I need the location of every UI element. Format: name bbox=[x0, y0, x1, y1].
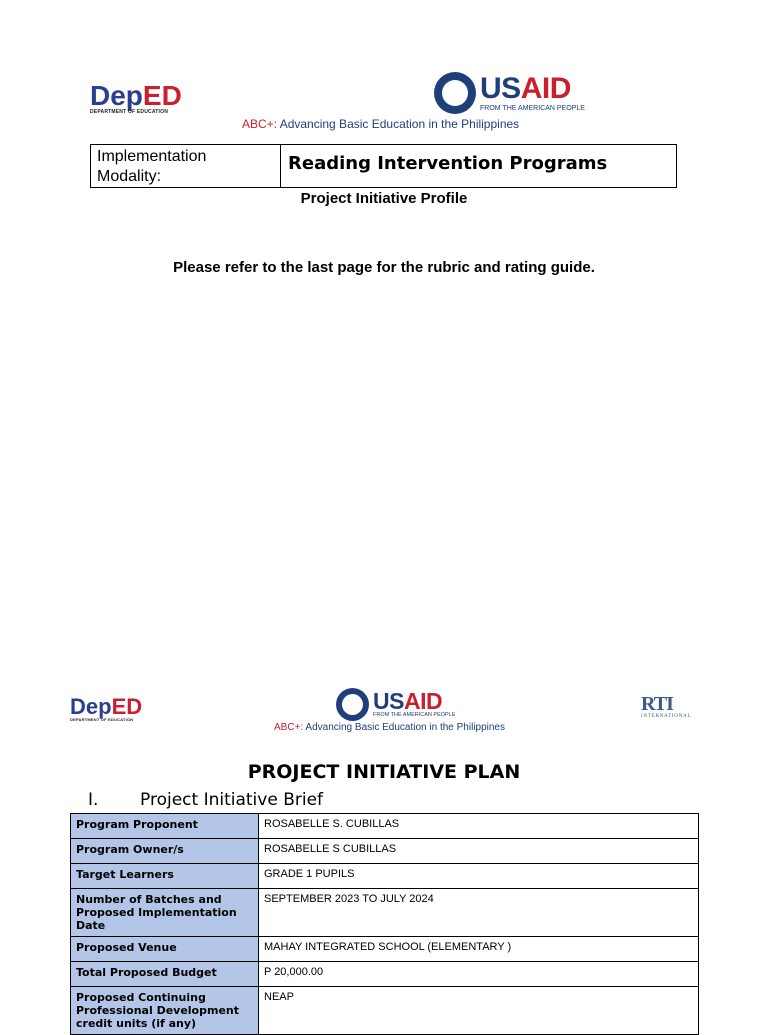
row-label: Program Owner/s bbox=[71, 839, 259, 864]
table-row bbox=[71, 889, 699, 937]
section-title: Project Initiative Brief bbox=[140, 790, 324, 810]
usaid-seal-icon-2 bbox=[336, 688, 369, 721]
usaid-logo-2 bbox=[336, 688, 455, 721]
modality-value: Reading Intervention Programs bbox=[288, 153, 608, 174]
usaid-tagline: FROM THE AMERICAN PEOPLE bbox=[480, 105, 585, 112]
table-row bbox=[71, 987, 699, 1035]
table-row bbox=[71, 937, 699, 962]
row-value: GRADE 1 PUPILS bbox=[259, 864, 699, 889]
deped-logo-text-ed: ED bbox=[142, 80, 182, 111]
table-row bbox=[71, 864, 699, 889]
usaid-seal-icon bbox=[434, 72, 476, 114]
plan-title: PROJECT INITIATIVE PLAN bbox=[247, 761, 521, 783]
usaid-2-tagline: FROM THE AMERICAN PEOPLE bbox=[373, 712, 456, 719]
rti-logo-subtitle: INTERNATIONAL bbox=[641, 714, 692, 719]
row-label: Program Proponent bbox=[71, 814, 259, 839]
deped-logo bbox=[90, 82, 182, 115]
table-row bbox=[71, 814, 699, 839]
brief-table bbox=[70, 813, 699, 1035]
section-number: I. bbox=[88, 790, 99, 810]
row-value: ROSABELLE S. CUBILLAS bbox=[259, 814, 699, 839]
modality-table bbox=[90, 144, 677, 188]
abc-tagline-2 bbox=[274, 722, 505, 733]
rubric-note: Please refer to the last page for the rubric and rating guide. bbox=[173, 259, 595, 276]
abc-prefix: ABC+: bbox=[242, 117, 278, 131]
deped-logo-2 bbox=[70, 696, 142, 722]
row-value: P 20,000.00 bbox=[259, 962, 699, 987]
usaid-2-name-us: US bbox=[373, 688, 404, 715]
table-row bbox=[71, 962, 699, 987]
abc-text: Advancing Basic Education in the Philippines bbox=[279, 117, 520, 131]
row-value: NEAP bbox=[259, 987, 699, 1035]
table-row bbox=[71, 839, 699, 864]
row-value: SEPTEMBER 2023 TO JULY 2024 bbox=[259, 889, 699, 937]
rti-logo-text: RTI bbox=[641, 693, 673, 715]
row-value: MAHAY INTEGRATED SCHOOL (ELEMENTARY ) bbox=[259, 937, 699, 962]
usaid-name-us: US bbox=[480, 72, 521, 105]
usaid-name-aid: AID bbox=[520, 72, 571, 105]
deped-logo-2-text-ed: ED bbox=[111, 694, 143, 719]
row-label: Target Learners bbox=[71, 864, 259, 889]
deped-logo-2-subtitle: DEPARTMENT OF EDUCATION bbox=[70, 717, 134, 722]
usaid-2-name-aid: AID bbox=[403, 688, 443, 715]
row-label: Proposed Continuing Professional Development credit units (if any) bbox=[71, 987, 259, 1035]
row-label: Total Proposed Budget bbox=[71, 962, 259, 987]
profile-title: Project Initiative Profile bbox=[300, 190, 468, 207]
rti-logo bbox=[641, 694, 691, 719]
row-label: Proposed Venue bbox=[71, 937, 259, 962]
deped-logo-subtitle: DEPARTMENT OF EDUCATION bbox=[90, 109, 169, 115]
abc-2-text: Advancing Basic Education in the Philippines bbox=[305, 722, 505, 733]
section-heading bbox=[88, 790, 324, 810]
deped-logo-2-text: Dep bbox=[70, 694, 112, 719]
deped-logo-text: Dep bbox=[90, 80, 143, 111]
usaid-logo bbox=[434, 72, 585, 114]
abc-2-prefix: ABC+: bbox=[274, 722, 304, 733]
abc-tagline bbox=[242, 117, 519, 131]
modality-label: Implementation Modality: bbox=[91, 145, 281, 187]
row-value: ROSABELLE S CUBILLAS bbox=[259, 839, 699, 864]
row-label: Number of Batches and Proposed Implementation Date bbox=[71, 889, 259, 937]
